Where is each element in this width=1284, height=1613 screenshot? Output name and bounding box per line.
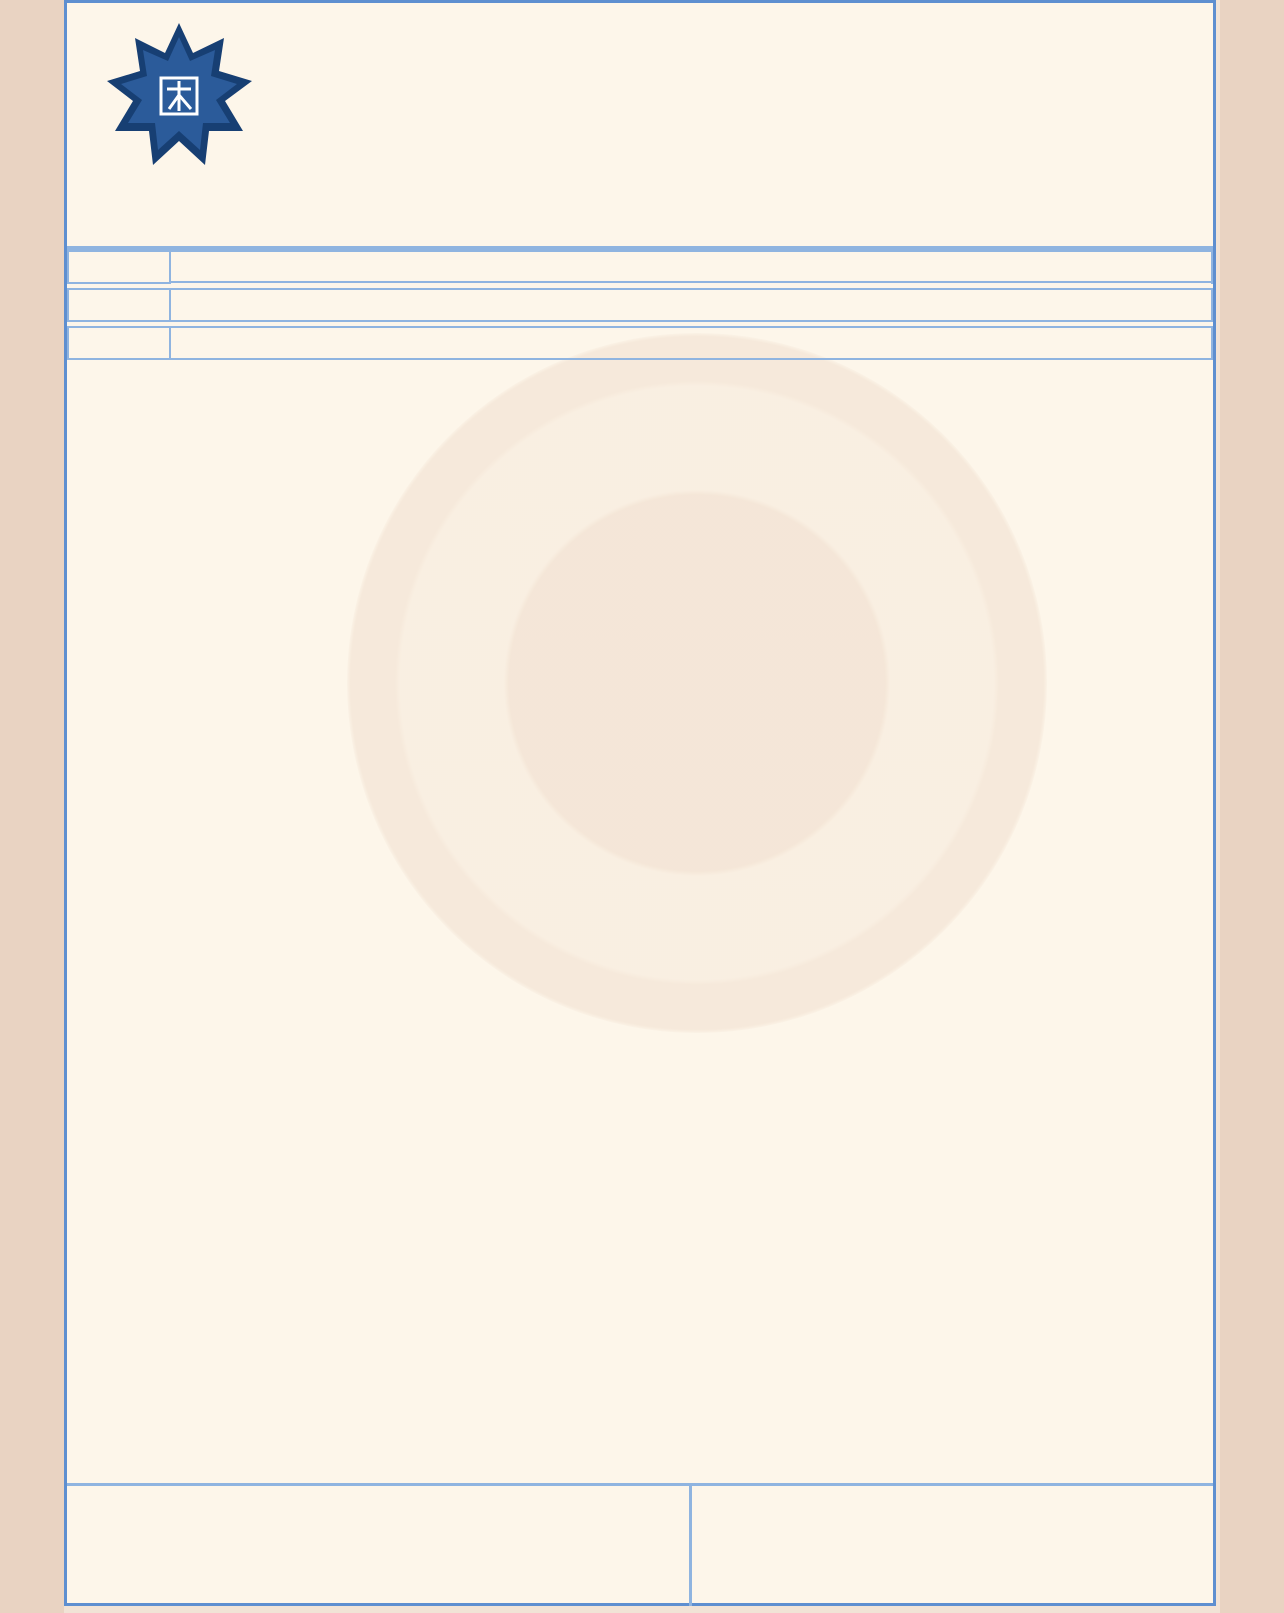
logo-star-icon [107,23,252,168]
luu-nien-table-1 [67,288,1213,322]
luu-nien-table-2 [67,326,1213,360]
background-left [0,0,64,1613]
row-label-dai-van [68,251,170,283]
dai-van-table [67,250,1213,284]
footer-divider [689,1486,692,1606]
header [67,3,1213,250]
footer [67,1483,1213,1606]
dragon-watermark [347,333,1047,1033]
chart-sheet [64,0,1216,1606]
dai-van-header [170,251,1212,282]
background-right [1220,0,1284,1613]
row-label-luu-nien-1 [68,289,170,321]
chart-grid [67,246,1213,360]
row-label-luu-nien-2 [68,327,170,359]
